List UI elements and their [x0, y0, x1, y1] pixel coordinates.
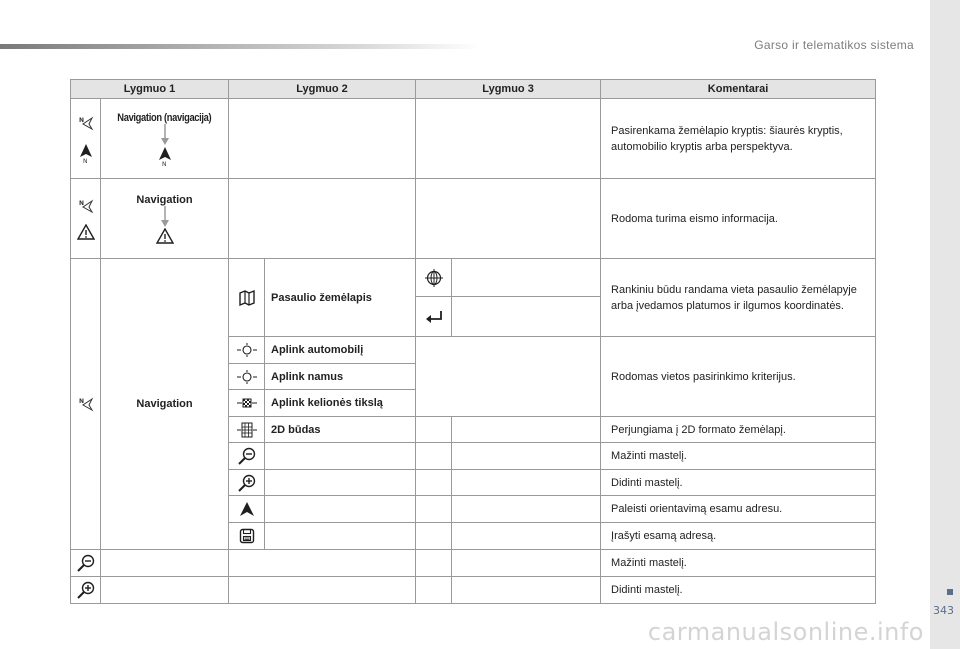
save-disk-icon — [239, 528, 255, 544]
header-gradient-bar — [0, 44, 480, 49]
around-comment: Rodomas vietos pasirinkimo kriterijus. — [601, 337, 876, 417]
around-car-icon-cell[interactable] — [229, 337, 265, 364]
save-icon-cell[interactable] — [229, 523, 265, 550]
mode-2d-label[interactable]: 2D būdas — [265, 417, 416, 443]
arrow-down-icon — [160, 206, 170, 228]
crosshair-icon-cell[interactable] — [416, 259, 452, 297]
row1-level1-icons — [71, 99, 101, 179]
header-level-2: Lygmuo 2 — [229, 80, 416, 99]
l1-zoom-out-comment: Mažinti mastelį. — [601, 550, 876, 577]
guidance-l2-text — [265, 496, 416, 523]
crosshair-globe-icon — [424, 268, 444, 288]
world-map-label[interactable]: Pasaulio žemėlapis — [265, 259, 416, 337]
svg-text:N: N — [78, 199, 84, 207]
navigation-arrow-icon — [239, 501, 255, 517]
zoom-in-icon-cell[interactable] — [229, 470, 265, 496]
watermark: carmanualsonline.info — [647, 618, 924, 646]
header-comments: Komentarai — [601, 80, 876, 99]
save-comment: Įrašyti esamą adresą. — [601, 523, 876, 550]
table-row — [71, 99, 876, 179]
row2-level3 — [416, 179, 601, 259]
l1-zoom-out-icon-cell[interactable] — [71, 550, 101, 577]
zoom-out-icon-cell[interactable] — [229, 443, 265, 470]
zoom-in-l3-icon — [416, 470, 452, 496]
save-l3-icon — [416, 523, 452, 550]
row3a-level3-text — [452, 259, 601, 297]
guidance-comment: Paleisti orientavimą esamu adresu. — [601, 496, 876, 523]
l1-zoom-out-l1-text — [101, 550, 229, 577]
row2-level2 — [229, 179, 416, 259]
around-home-icon-cell[interactable] — [229, 364, 265, 390]
around-route-label[interactable]: Aplink kelionės tikslą — [265, 390, 416, 417]
zoom-in-l3-text — [452, 470, 601, 496]
row2-level1-label[interactable] — [101, 179, 229, 259]
world-map-icon-cell[interactable] — [229, 259, 265, 337]
mode-2d-icon-cell[interactable] — [229, 417, 265, 443]
table-row — [71, 550, 876, 577]
row3b-level3-text — [452, 297, 601, 337]
zoom-out-icon — [76, 554, 96, 572]
row1-comment: Pasirenkama žemėlapio kryptis: šiaurės kryptis, automobilio kryptis arba perspektyva. — [601, 99, 876, 179]
l1-zoom-out-l3-text — [452, 550, 601, 577]
header-title: Garso ir telematikos sistema — [754, 38, 914, 52]
table-row — [71, 179, 876, 259]
world-map-icon — [238, 289, 256, 307]
around-home-label[interactable]: Aplink namus — [265, 364, 416, 390]
l1-zoom-in-icon-cell[interactable] — [71, 577, 101, 604]
around-level3 — [416, 337, 601, 417]
grid-map-icon — [236, 421, 258, 439]
l1-zoom-in-l2 — [229, 577, 416, 604]
return-arrow-icon — [424, 309, 444, 325]
row3-level1-icon — [71, 259, 101, 550]
row3-level1-label[interactable] — [101, 259, 229, 550]
zoom-in-icon — [237, 474, 257, 492]
location-target-icon — [236, 369, 258, 385]
zoom-in-comment: Didinti mastelį. — [601, 470, 876, 496]
l1-zoom-in-l3-icon — [416, 577, 452, 604]
svg-text:N: N — [78, 116, 84, 124]
zoom-in-l2-text — [265, 470, 416, 496]
return-icon-cell[interactable] — [416, 297, 452, 337]
compass-letter: N — [82, 157, 87, 163]
l1-zoom-in-l1-text — [101, 577, 229, 604]
page-marker — [947, 589, 953, 595]
mode-2d-l3-text — [452, 417, 601, 443]
navigation-label: Navigation — [136, 398, 193, 410]
svg-text:N: N — [78, 398, 84, 405]
world-map-comment: Rankiniu būdu randama vieta pasaulio žemėlapyje arba įvedamos platumos ir ilgumos koordinatės. — [601, 259, 876, 337]
header-level-1: Lygmuo 1 — [71, 80, 229, 99]
row1-level3 — [416, 99, 601, 179]
guidance-l3-text — [452, 496, 601, 523]
navigation-menu-label: Navigation (navigacija) — [117, 111, 212, 124]
table-row — [71, 577, 876, 604]
row1-level2 — [229, 99, 416, 179]
mode-2d-comment: Perjungiama į 2D formato žemėlapį. — [601, 417, 876, 443]
zoom-out-l3-icon — [416, 443, 452, 470]
row2-comment: Rodoma turima eismo informacija. — [601, 179, 876, 259]
arrow-down-icon — [160, 124, 170, 146]
row2-level1-icons — [71, 179, 101, 259]
navigation-menu-table — [70, 79, 876, 604]
save-l2-text — [265, 523, 416, 550]
svg-text:N: N — [161, 160, 166, 166]
table-row — [71, 259, 876, 297]
warning-triangle-icon — [156, 228, 174, 244]
warning-triangle-icon — [77, 224, 95, 240]
around-car-label[interactable]: Aplink automobilį — [265, 337, 416, 364]
location-target-icon — [236, 342, 258, 358]
save-l3-text — [452, 523, 601, 550]
guidance-l3-icon — [416, 496, 452, 523]
table-header-row — [71, 80, 876, 99]
around-route-icon-cell[interactable] — [229, 390, 265, 417]
zoom-out-icon — [237, 447, 257, 465]
checkered-target-icon — [236, 395, 258, 411]
map-orientation-icon — [78, 396, 94, 412]
map-orientation-icon — [78, 115, 94, 131]
header-level-3: Lygmuo 3 — [416, 80, 601, 99]
north-arrow-icon — [79, 143, 93, 163]
guidance-icon-cell[interactable] — [229, 496, 265, 523]
sidebar-strip — [930, 0, 960, 649]
north-arrow-icon — [158, 146, 172, 166]
l1-zoom-out-l2 — [229, 550, 416, 577]
zoom-out-comment: Mažinti mastelį. — [601, 443, 876, 470]
zoom-out-l2-text — [265, 443, 416, 470]
map-orientation-icon — [78, 198, 94, 214]
l1-zoom-in-l3-text — [452, 577, 601, 604]
zoom-out-l3-text — [452, 443, 601, 470]
mode-2d-l3-icon — [416, 417, 452, 443]
l1-zoom-out-l3-icon — [416, 550, 452, 577]
navigation-traffic-label: Navigation — [136, 193, 193, 206]
zoom-in-icon — [76, 581, 96, 599]
l1-zoom-in-comment: Didinti mastelį. — [601, 577, 876, 604]
page-number: 343 — [933, 604, 954, 617]
row1-level1-label[interactable] — [101, 99, 229, 179]
